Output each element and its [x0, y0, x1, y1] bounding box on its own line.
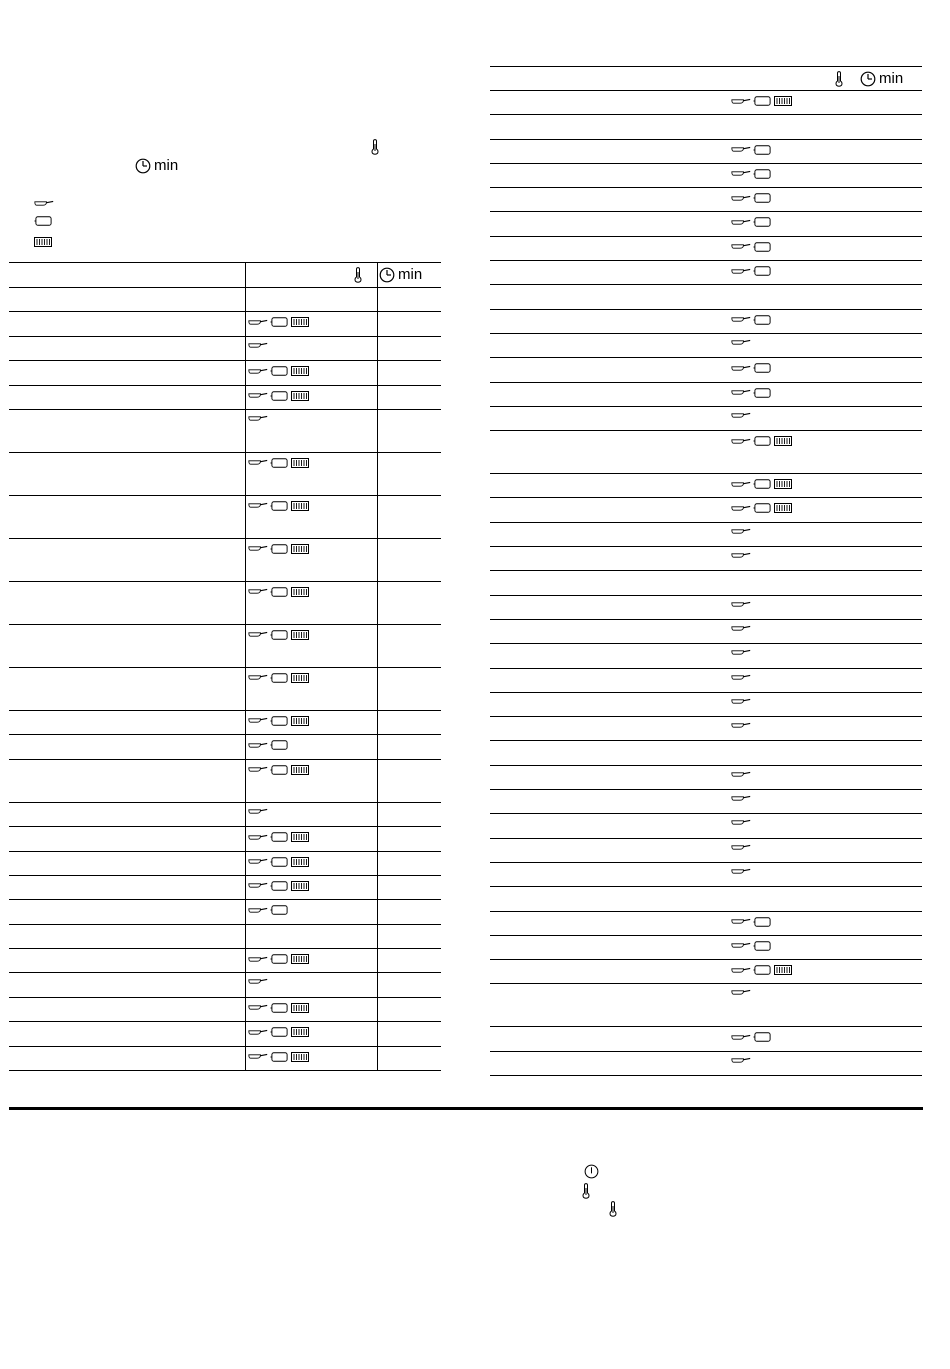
pan-with-lid-icon — [270, 880, 289, 892]
table-row — [490, 188, 922, 212]
pan-with-lid-icon — [270, 316, 289, 328]
table-row — [490, 863, 922, 887]
pan-with-lid-icon — [270, 586, 289, 598]
table-row — [490, 407, 922, 431]
pan-with-lid-icon — [270, 629, 289, 641]
table-row — [490, 285, 922, 309]
table-row — [490, 960, 922, 984]
table-row — [490, 383, 922, 407]
pan-with-lid-icon — [270, 831, 289, 843]
cooking-grid-icon — [774, 96, 792, 106]
pan-icon — [248, 630, 268, 639]
cooking-grid-icon — [291, 391, 309, 401]
table-row — [9, 410, 441, 453]
thermometer-icon — [371, 139, 379, 155]
table-row — [490, 237, 922, 261]
section-divider — [9, 1107, 923, 1110]
pan-with-lid-icon — [34, 215, 53, 227]
pan-with-lid-icon — [753, 168, 772, 180]
table-row — [490, 669, 922, 693]
table-row — [9, 827, 441, 851]
pan-icon — [248, 1028, 268, 1037]
cooking-grid-icon — [291, 501, 309, 511]
table-row — [9, 386, 441, 410]
clock-icon — [135, 158, 151, 174]
pan-with-lid-icon — [753, 216, 772, 228]
table-row — [490, 498, 922, 522]
pan-icon — [731, 364, 751, 373]
table-row — [9, 1047, 441, 1071]
clock-icon — [379, 267, 395, 283]
pan-icon — [248, 587, 268, 596]
table-row — [490, 571, 922, 595]
table-row — [490, 693, 922, 717]
table-row — [9, 760, 441, 803]
power-icon — [584, 1164, 599, 1179]
pan-icon — [731, 194, 751, 203]
pan-with-lid-icon — [753, 916, 772, 928]
table-row — [490, 839, 922, 863]
table-row — [490, 334, 922, 358]
pan-icon — [731, 411, 751, 420]
pan-with-lid-icon — [270, 672, 289, 684]
table-row — [9, 711, 441, 735]
cooking-grid-icon — [291, 857, 309, 867]
pan-icon — [248, 458, 268, 467]
pan-icon — [248, 716, 268, 725]
cooking-grid-icon — [291, 716, 309, 726]
table-row — [9, 312, 441, 336]
table-row — [490, 474, 922, 498]
pan-icon — [248, 1052, 268, 1061]
table-row — [9, 337, 441, 361]
pan-icon — [731, 917, 751, 926]
clock-icon — [860, 71, 876, 87]
pan-with-lid-icon — [753, 964, 772, 976]
thermometer-icon — [609, 1201, 617, 1217]
pan-with-lid-icon — [753, 144, 772, 156]
pan-icon — [248, 391, 268, 400]
table-row — [490, 358, 922, 382]
pan-with-lid-icon — [270, 904, 289, 916]
pan-icon — [248, 977, 268, 986]
table-row — [490, 790, 922, 814]
pan-icon — [731, 242, 751, 251]
table-row — [490, 620, 922, 644]
pan-icon — [248, 367, 268, 376]
cooking-grid-icon — [291, 881, 309, 891]
table-row — [490, 717, 922, 741]
table-row — [490, 1052, 922, 1076]
table-row — [9, 625, 441, 668]
pan-icon — [731, 169, 751, 178]
pan-with-lid-icon — [270, 457, 289, 469]
pan-icon — [731, 721, 751, 730]
pan-icon — [248, 906, 268, 915]
table-row — [9, 925, 441, 949]
thermometer-icon — [354, 267, 362, 283]
pan-icon — [731, 551, 751, 560]
cooking-grid-icon — [291, 832, 309, 842]
table-row — [490, 596, 922, 620]
table-row — [490, 912, 922, 936]
pan-icon — [731, 504, 751, 513]
cooking-grid-icon — [291, 630, 309, 640]
pan-icon — [731, 437, 751, 446]
pan-icon — [248, 673, 268, 682]
table-row — [490, 814, 922, 838]
table-row — [9, 735, 441, 759]
pan-with-lid-icon — [270, 739, 289, 751]
pan-with-lid-icon — [270, 500, 289, 512]
cooking-grid-icon — [774, 503, 792, 513]
pan-icon — [731, 966, 751, 975]
cooking-grid-icon — [291, 673, 309, 683]
table-row — [9, 668, 441, 711]
pan-with-lid-icon — [753, 95, 772, 107]
pan-with-lid-icon — [270, 1002, 289, 1014]
table-row — [9, 582, 441, 625]
cooking-grid-icon — [291, 765, 309, 775]
pan-icon — [248, 544, 268, 553]
pan-with-lid-icon — [753, 241, 772, 253]
pan-icon — [248, 414, 268, 423]
pan-with-lid-icon — [753, 362, 772, 374]
pan-with-lid-icon — [753, 265, 772, 277]
pan-icon — [731, 818, 751, 827]
pan-with-lid-icon — [753, 1031, 772, 1043]
pan-with-lid-icon — [753, 940, 772, 952]
cooking-grid-icon — [291, 954, 309, 964]
pan-icon — [731, 145, 751, 154]
pan-icon — [731, 388, 751, 397]
table-row — [490, 984, 922, 1027]
table-row — [490, 741, 922, 765]
pan-icon — [248, 318, 268, 327]
table-row — [490, 644, 922, 668]
pan-with-lid-icon — [270, 1051, 289, 1063]
cooking-grid-icon — [291, 1003, 309, 1013]
pan-with-lid-icon — [753, 478, 772, 490]
table-row — [490, 431, 922, 474]
table-row — [9, 361, 441, 385]
pan-with-lid-icon — [753, 502, 772, 514]
time-unit-text: min — [398, 266, 423, 283]
thermometer-icon — [582, 1183, 590, 1199]
pan-icon — [731, 988, 751, 997]
table-row — [9, 900, 441, 924]
table-row — [9, 1022, 441, 1046]
time-unit-label — [135, 157, 178, 174]
pan-with-lid-icon — [270, 856, 289, 868]
table-header — [9, 263, 441, 288]
pan-icon — [731, 648, 751, 657]
pan-icon — [248, 807, 268, 816]
pan-icon — [731, 1033, 751, 1042]
pan-icon — [731, 770, 751, 779]
table-row — [490, 212, 922, 236]
table-row — [9, 998, 441, 1022]
table-row — [490, 140, 922, 164]
pan-icon — [731, 794, 751, 803]
pan-icon — [248, 765, 268, 774]
pan-icon — [731, 673, 751, 682]
cooking-grid-icon — [291, 1052, 309, 1062]
cooking-grid-icon — [291, 366, 309, 376]
pan-icon — [248, 881, 268, 890]
table-row — [490, 261, 922, 285]
cooking-grid-icon — [774, 965, 792, 975]
cooking-grid-icon — [291, 317, 309, 327]
table-row — [490, 887, 922, 911]
time-unit-text: min — [879, 70, 904, 87]
pan-icon — [731, 867, 751, 876]
pan-icon — [731, 941, 751, 950]
table-row — [9, 539, 441, 582]
pan-icon — [731, 315, 751, 324]
table-row — [9, 852, 441, 876]
pan-icon — [731, 1056, 751, 1065]
pan-icon — [248, 955, 268, 964]
table-row — [9, 949, 441, 973]
table-row — [9, 803, 441, 827]
pan-icon — [731, 843, 751, 852]
table-row — [9, 496, 441, 539]
table-row — [490, 936, 922, 960]
pan-icon — [248, 1003, 268, 1012]
pan-icon — [731, 267, 751, 276]
pan-icon — [248, 501, 268, 510]
pan-with-lid-icon — [270, 365, 289, 377]
table-row — [490, 310, 922, 334]
pan-icon — [731, 697, 751, 706]
pan-with-lid-icon — [753, 314, 772, 326]
cooking-grid-icon — [291, 544, 309, 554]
pan-icon — [731, 527, 751, 536]
cooking-grid-icon — [774, 436, 792, 446]
table-row — [490, 766, 922, 790]
pan-with-lid-icon — [270, 1026, 289, 1038]
pan-icon — [731, 624, 751, 633]
pan-with-lid-icon — [270, 390, 289, 402]
table-row — [9, 453, 441, 496]
pan-icon — [731, 218, 751, 227]
table-row — [490, 1027, 922, 1051]
table-row — [490, 164, 922, 188]
left-cooking-table — [9, 262, 441, 1071]
pan-icon — [248, 833, 268, 842]
pan-icon — [731, 480, 751, 489]
pan-with-lid-icon — [753, 387, 772, 399]
cooking-grid-icon — [291, 587, 309, 597]
table-row — [9, 876, 441, 900]
thermometer-icon — [835, 71, 843, 87]
pan-icon — [248, 857, 268, 866]
pan-with-lid-icon — [753, 435, 772, 447]
pan-with-lid-icon — [270, 715, 289, 727]
time-unit-text: min — [154, 157, 179, 174]
pan-icon — [731, 600, 751, 609]
table-row — [490, 523, 922, 547]
pan-with-lid-icon — [270, 543, 289, 555]
pan-icon — [34, 199, 54, 208]
table-row — [490, 91, 922, 115]
right-cooking-table — [490, 66, 922, 1076]
pan-icon — [731, 97, 751, 106]
pan-icon — [248, 341, 268, 350]
pan-icon — [731, 338, 751, 347]
cooking-grid-icon — [291, 458, 309, 468]
pan-with-lid-icon — [270, 764, 289, 776]
table-row — [9, 973, 441, 997]
table-row — [9, 288, 441, 312]
cooking-grid-icon — [291, 1027, 309, 1037]
cooking-grid-icon — [774, 479, 792, 489]
table-row — [490, 547, 922, 571]
pan-icon — [248, 741, 268, 750]
table-header — [490, 67, 922, 91]
pan-with-lid-icon — [753, 192, 772, 204]
pan-with-lid-icon — [270, 953, 289, 965]
cooking-grid-icon — [34, 237, 52, 247]
table-row — [490, 115, 922, 139]
